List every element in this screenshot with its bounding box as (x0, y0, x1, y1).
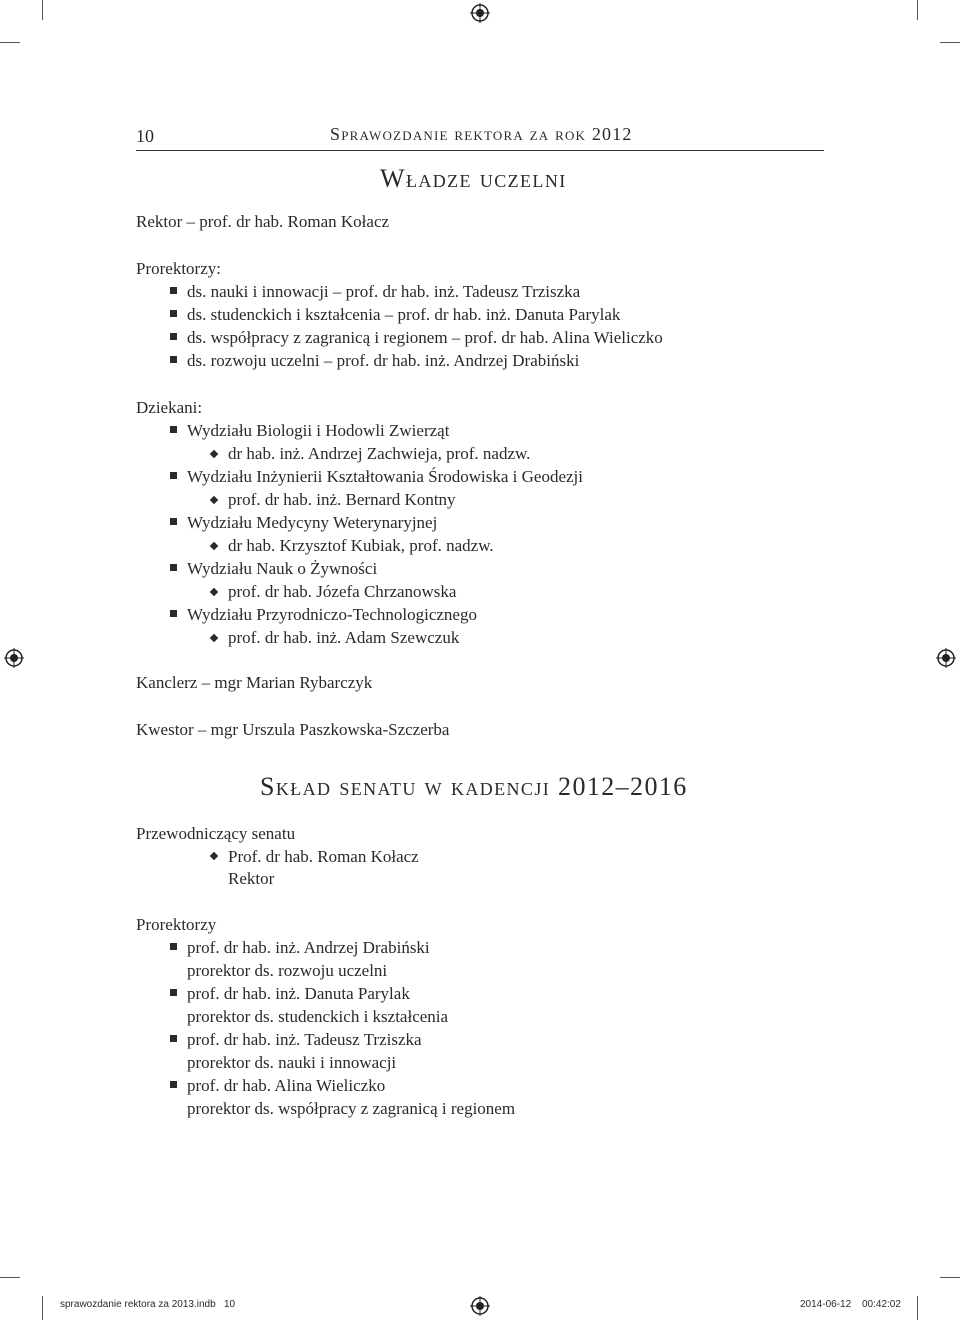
diamond-bullet-icon (210, 634, 218, 642)
footer-file: sprawozdanie rektora za 2013.indb 10 (60, 1299, 236, 1310)
vice-rector-item: ds. rozwoju uczelni – prof. dr hab. inż. Andrzej Drabiński (187, 351, 580, 370)
faculty-name: Wydziału Inżynierii Kształtowania Środowiska i Geodezji (187, 467, 583, 486)
section-title-senate: Skład senatu w kadencji 2012–2016 (260, 772, 688, 801)
crop-mark (940, 1277, 960, 1278)
square-bullet-icon (170, 1081, 177, 1088)
senate-member-role: prorektor ds. nauki i innowacji (187, 1053, 397, 1072)
section-title-authorities: Władze uczelni (380, 164, 567, 193)
senate-member-role: prorektor ds. współpracy z zagranicą i regionem (187, 1099, 516, 1118)
faculty-name: Wydziału Nauk o Żywności (187, 559, 378, 578)
senate-member-role: prorektor ds. rozwoju uczelni (187, 961, 388, 980)
vice-rector-item: ds. współpracy z zagranicą i regionem – prof. dr hab. Alina Wieliczko (187, 328, 663, 347)
vice-rector-item: ds. nauki i innowacji – prof. dr hab. inż. Tadeusz Trziszka (187, 282, 581, 301)
square-bullet-icon (170, 333, 177, 340)
bursar-line: Kwestor – mgr Urszula Paszkowska-Szczerba (136, 720, 450, 739)
crop-mark (0, 1277, 20, 1278)
square-bullet-icon (170, 310, 177, 317)
footer-time: 00:42:02 (862, 1299, 901, 1310)
senate-member-role: prorektor ds. studenckich i kształcenia (187, 1007, 449, 1026)
dean-name: prof. dr hab. Józefa Chrzanowska (228, 582, 457, 601)
faculty-name: Wydziału Przyrodniczo-Technologicznego (187, 605, 477, 624)
footer-date: 2014-06-12 (800, 1299, 852, 1310)
square-bullet-icon (170, 287, 177, 294)
diamond-bullet-icon (210, 496, 218, 504)
page-number: 10 (136, 126, 154, 146)
faculty-name: Wydziału Medycyny Weterynaryjnej (187, 513, 438, 532)
square-bullet-icon (170, 1035, 177, 1042)
crop-mark (0, 42, 20, 43)
deans-label: Dziekani: (136, 398, 203, 417)
faculty-name: Wydziału Biologii i Hodowli Zwierząt (187, 421, 450, 440)
running-title: Sprawozdanie rektora za rok 2012 (330, 124, 633, 144)
vice-rector-item: ds. studenckich i kształcenia – prof. dr hab. inż. Danuta Parylak (187, 305, 621, 324)
registration-mark-icon (4, 648, 24, 668)
diamond-bullet-icon (210, 542, 218, 550)
vice-rectors-label: Prorektorzy: (136, 259, 221, 278)
senate-member-name: prof. dr hab. inż. Andrzej Drabiński (187, 938, 430, 957)
square-bullet-icon (170, 472, 177, 479)
crop-mark (917, 0, 918, 20)
square-bullet-icon (170, 426, 177, 433)
dean-name: dr hab. inż. Andrzej Zachwieja, prof. nadzw. (228, 444, 531, 463)
dean-name: prof. dr hab. inż. Bernard Kontny (228, 490, 456, 509)
senate-chair-name: Prof. dr hab. Roman Kołacz (228, 847, 419, 866)
senate-vice-rectors-label: Prorektorzy (136, 915, 217, 934)
square-bullet-icon (170, 564, 177, 571)
chancellor-line: Kanclerz – mgr Marian Rybarczyk (136, 673, 373, 692)
crop-mark (940, 42, 960, 43)
diamond-bullet-icon (210, 852, 218, 860)
square-bullet-icon (170, 610, 177, 617)
rector-line: Rektor – prof. dr hab. Roman Kołacz (136, 212, 390, 231)
square-bullet-icon (170, 356, 177, 363)
square-bullet-icon (170, 518, 177, 525)
square-bullet-icon (170, 989, 177, 996)
crop-mark (42, 1296, 43, 1320)
square-bullet-icon (170, 943, 177, 950)
diamond-bullet-icon (210, 450, 218, 458)
senate-chair-label: Przewodniczący senatu (136, 824, 296, 843)
registration-mark-icon (470, 1296, 490, 1316)
senate-member-name: prof. dr hab. inż. Danuta Parylak (187, 984, 410, 1003)
dean-name: dr hab. Krzysztof Kubiak, prof. nadzw. (228, 536, 494, 555)
crop-mark (917, 1296, 918, 1320)
registration-mark-icon (936, 648, 956, 668)
crop-mark (42, 0, 43, 20)
registration-mark-icon (470, 3, 490, 23)
dean-name: prof. dr hab. inż. Adam Szewczuk (228, 628, 460, 647)
senate-chair-role: Rektor (228, 869, 275, 888)
senate-member-name: prof. dr hab. Alina Wieliczko (187, 1076, 386, 1095)
header-rule (136, 150, 824, 151)
diamond-bullet-icon (210, 588, 218, 596)
senate-member-name: prof. dr hab. inż. Tadeusz Trziszka (187, 1030, 422, 1049)
